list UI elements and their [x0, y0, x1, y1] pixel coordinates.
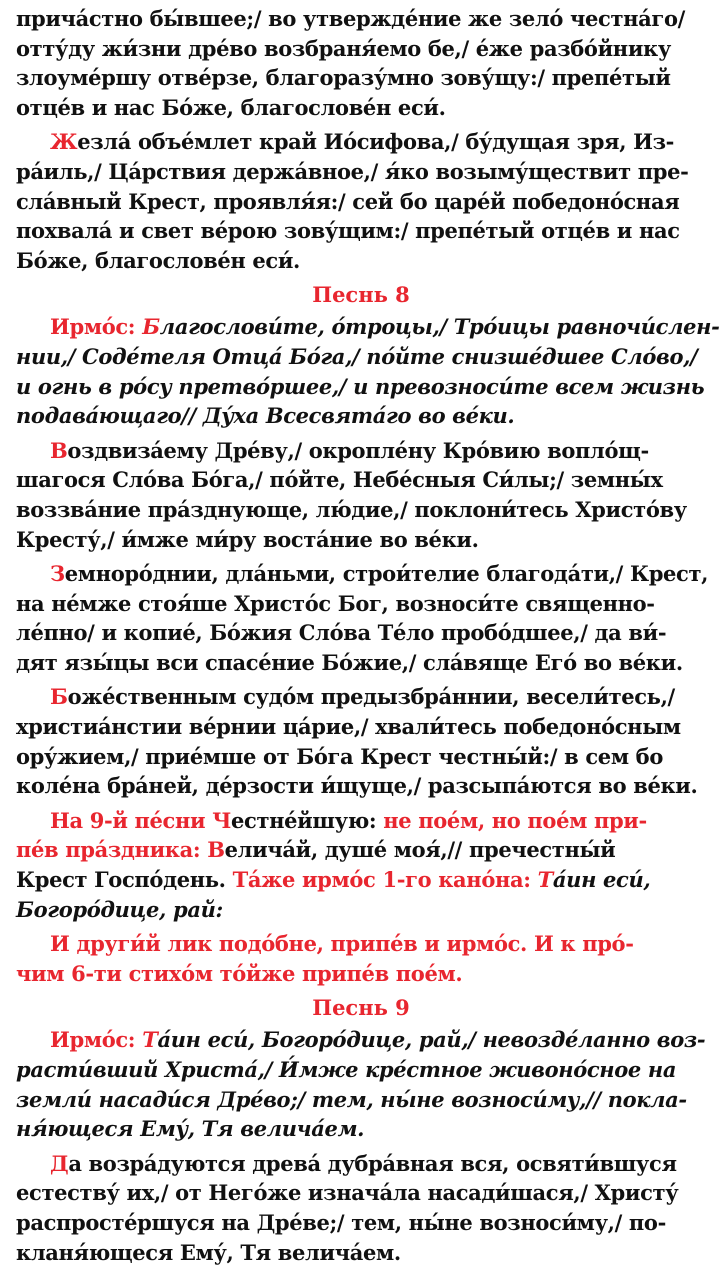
text-segment: На 9-й пе́сни	[50, 807, 213, 833]
text-line	[16, 865, 706, 895]
text-line	[16, 525, 706, 555]
text-line	[16, 93, 706, 123]
paragraph-p7	[16, 806, 706, 924]
paragraph-p6	[16, 682, 706, 800]
text-segment: а возра́дуются древа́ дубра́вная вся, освяти́вшуся	[68, 1150, 677, 1176]
text-line	[16, 895, 706, 925]
text-line	[16, 1114, 706, 1144]
paragraph-p2	[16, 127, 706, 275]
initial-letter: Ж	[50, 129, 78, 155]
text-line	[16, 1149, 706, 1179]
text-segment: расти́вший Христа́,/ И́мже кре́стное живоно́сное на	[16, 1057, 677, 1082]
text-segment: похвала́ и свет ве́рою зову́щим:/ препе́тый отце́в и нас	[16, 218, 680, 244]
text-segment: Ирмо́с:	[50, 1027, 143, 1053]
text-segment: коле́на бра́ней, де́рзости и́щуще,/ разсыпа́ются во ве́ки.	[16, 773, 698, 799]
paragraph-p5	[16, 559, 709, 677]
text-line	[16, 618, 706, 648]
text-line	[16, 187, 706, 217]
initial-letter: Б	[50, 684, 68, 710]
text-line	[16, 1085, 706, 1115]
text-segment: елича́й, душе́ моя́,// пречестны́й	[224, 837, 616, 863]
text-segment: лагослови́те, о́троцы,/ Тро́ицы равночи́слен-	[159, 314, 720, 340]
section-heading: Песнь 9	[312, 995, 410, 1021]
text-segment: чим 6-ти стихо́м то́йже припе́в пое́м.	[16, 960, 463, 986]
text-segment: земли́ насади́ся Дре́во;/ тем, ны́не возноси́му,// покла-	[16, 1086, 687, 1112]
text-line	[16, 929, 706, 959]
text-segment: Ирмо́с:	[50, 314, 143, 340]
initial-letter: З	[50, 561, 65, 587]
text-line	[16, 465, 706, 495]
text-segment: Ч	[212, 807, 232, 833]
text-line	[16, 1025, 706, 1055]
text-segment: прича́стно бы́вшее;/ во утвержде́ние же зело́ честна́го/	[16, 6, 685, 31]
text-segment: езла́ объе́млет край Ио́сифова,/ бу́дущая зря, Из-	[77, 129, 675, 155]
initial-letter: Д	[50, 1150, 69, 1176]
text-segment: шагося Сло́ва Бо́га,/ по́йте, Небе́сныя Си́лы;/ земны́х	[16, 467, 663, 493]
text-segment: Бо́же, благослове́н еси́.	[16, 247, 301, 273]
paragraph-p8	[16, 929, 706, 988]
text-segment: а́ин еси́, Богоро́дице, рай,/ невозде́ланно воз-	[157, 1027, 706, 1053]
paragraph-p3	[16, 312, 720, 430]
text-segment: распросте́ршуся на Дре́ве;/ тем, ны́не возноси́му,/ по-	[16, 1209, 666, 1235]
text-segment: и огнь в ро́су претво́ршее,/ и превозноси́те всем жизнь	[16, 373, 705, 399]
text-line	[16, 959, 706, 989]
text-segment: Кресту́,/ и́мже ми́ру воста́ние во ве́ки.	[16, 526, 479, 552]
text-segment: ра́иль,/ Ца́рствия держа́вное,/ я́ко возыму́ществит пре-	[16, 158, 689, 184]
text-segment: а́ин еси́,	[552, 867, 651, 893]
text-segment: Б	[142, 314, 160, 340]
text-line	[16, 1208, 706, 1238]
text-segment: оже́ственным судо́м предызбра́ннии, весели́тесь,/	[67, 684, 675, 710]
text-segment: подава́ющаго// Ду́ха Всесвята́го во ве́ки.	[16, 403, 515, 429]
paragraph-p10	[16, 1149, 706, 1267]
text-segment: на не́мже стоя́ше Христо́с Бог, возноси́те священно-	[16, 590, 655, 616]
text-line	[16, 712, 706, 742]
text-line	[16, 372, 706, 402]
text-line	[16, 436, 706, 466]
text-line	[16, 589, 706, 619]
text-segment: Та́же ирмо́с 1-го кано́на:	[232, 867, 538, 893]
text-segment: емноро́днии, дла́ньми, строи́телие благода́ти,/ Крест,	[64, 561, 709, 587]
text-line	[16, 682, 706, 712]
text-segment: Т	[537, 867, 553, 893]
section-heading: Песнь 8	[312, 282, 410, 308]
text-line	[16, 342, 706, 372]
text-line	[16, 742, 706, 772]
text-line	[16, 127, 706, 157]
paragraph-p9	[16, 1025, 706, 1143]
text-line	[16, 157, 706, 187]
text-segment: не пое́м, но пое́м при-	[383, 807, 647, 833]
text-line	[16, 1055, 706, 1085]
text-segment: кланя́ющеся Ему́, Тя велича́ем.	[16, 1239, 401, 1265]
text-line	[16, 559, 709, 589]
text-line	[16, 495, 706, 525]
text-segment: ору́жием,/ прие́мше от Бо́га Крест честны́й:/ в сем бо	[16, 743, 663, 769]
text-segment: дят язы́цы вси спасе́ние Бо́жие,/ сла́вяще Его́ во ве́ки.	[16, 649, 683, 675]
text-line	[16, 246, 706, 276]
text-line	[16, 216, 706, 246]
text-segment: нии,/ Соде́теля Отца́ Бо́га,/ по́йте снизше́дшее Сло́во,/	[16, 343, 698, 369]
text-line	[16, 835, 706, 865]
paragraph-p1	[16, 4, 706, 122]
text-line	[16, 1238, 706, 1267]
text-segment: Богоро́дице, рай:	[16, 896, 223, 922]
text-segment: Крест Госпо́день.	[16, 867, 233, 893]
text-segment: отце́в и нас Бо́же, благослове́н еси́.	[16, 94, 446, 120]
text-line	[16, 312, 720, 342]
text-segment: естеству́ их,/ от Него́же изнача́ла насади́шася,/ Христу́	[16, 1180, 679, 1206]
text-segment: сла́вный Крест, проявля́я:/ сей бо царе́й победоно́сная	[16, 188, 680, 214]
text-segment: воззва́ние пра́зднующе, лю́дие,/ поклони́тесь Христо́ву	[16, 496, 687, 522]
text-line	[16, 771, 706, 801]
text-line	[16, 34, 706, 64]
text-segment: злоуме́ршу отве́рзе, благоразу́мно зову́щу:/ препе́тый	[16, 65, 671, 91]
text-line	[16, 63, 706, 93]
text-segment: И други́й лик подо́бне, припе́в и ирмо́с. И к про́-	[50, 931, 634, 957]
text-segment: оздвиза́ему Дре́ву,/ окропле́ну Кро́вию вопло́щ-	[67, 437, 649, 463]
text-line	[16, 1178, 706, 1208]
initial-letter: В	[50, 437, 68, 463]
text-segment: ня́ющеся Ему́, Тя велича́ем.	[16, 1116, 365, 1142]
text-segment: В	[207, 837, 225, 863]
text-segment: христиа́нстии ве́рнии ца́рие,/ хвали́тесь победоно́сным	[16, 714, 681, 740]
text-line	[16, 648, 706, 678]
text-line	[16, 401, 706, 431]
text-line	[16, 806, 706, 836]
text-segment: ле́пно/ и копие́, Бо́жия Сло́ва Те́ло пробо́дшее,/ да ви́-	[16, 620, 667, 646]
text-segment: отту́ду жи́зни дре́во возбраня́емо бе,/ е́же разбо́йнику	[16, 35, 671, 61]
text-line	[16, 4, 706, 34]
paragraph-p4	[16, 436, 706, 554]
text-segment: естне́йшую:	[231, 807, 384, 833]
text-segment: пе́в пра́здника:	[16, 837, 208, 863]
text-segment: Т	[142, 1027, 158, 1053]
